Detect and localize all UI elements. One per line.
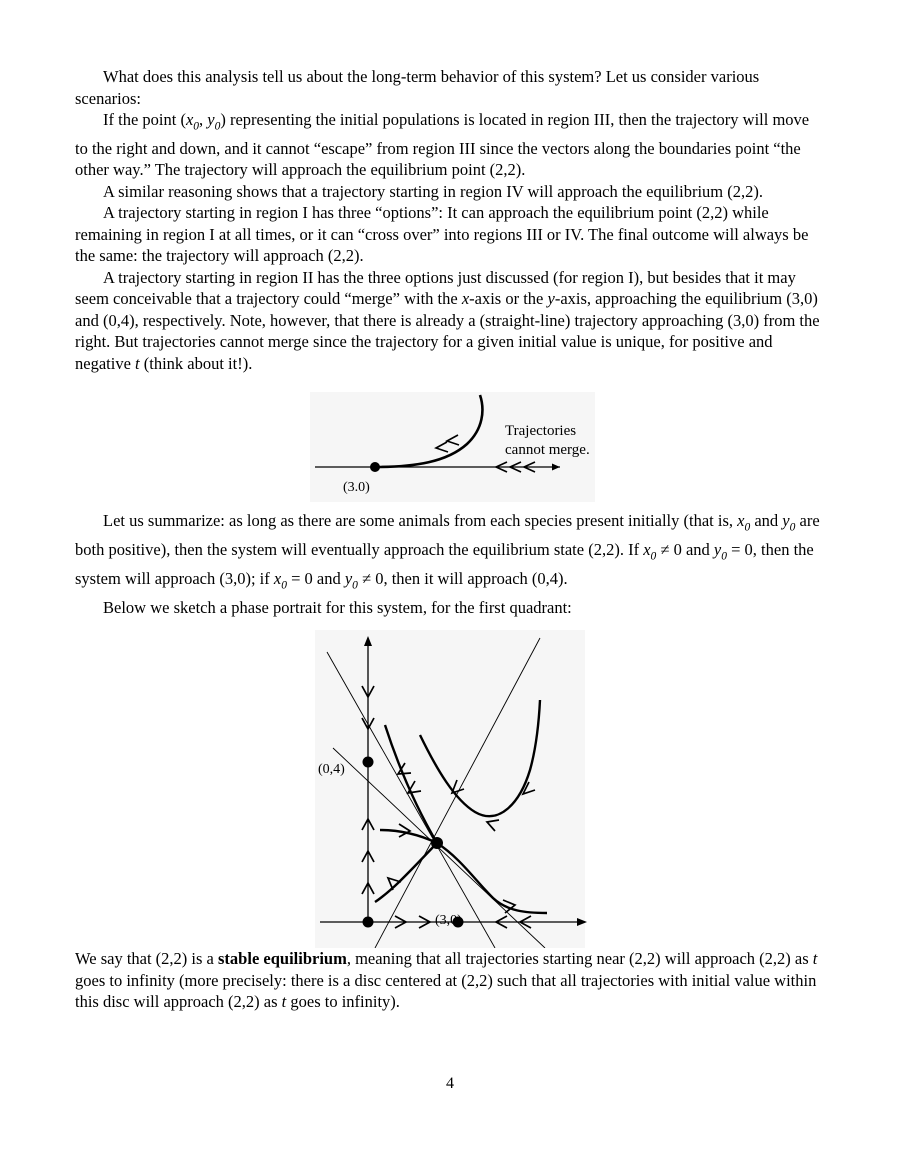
- figure-1-point-label: (3.0): [343, 480, 370, 496]
- figure-2-graphic: [75, 630, 825, 948]
- paragraph-4: A trajectory starting in region I has three “options”: It can approach the equilibrium point (2,2) while remaining in region I at all times, or it can “cross over” into regions III or IV. The final outcome will always be the same: the trajectory will approach (2,2).: [75, 203, 809, 266]
- document-body: [75, 66, 825, 1013]
- paragraph-6: Let us summarize: as long as there are some animals from each species present initially (that is, $x_0$ and $y_0$ are both positive), then the system will eventually approach the equilibrium state (2,2). If $x_0 \ne 0$ and $y_0 = 0$, then the system will approach (3,0); if $x_0 = 0$ and $y_0 \ne 0$, then it will approach (0,4).: [75, 511, 820, 592]
- figure-2-label-y-intercept: (0,4): [318, 762, 345, 778]
- paragraph-5: A trajectory starting in region II has the three options just discussed (for region I), but besides that it may seem conceivable that a trajectory could “merge” with the x-axis or the y-axis, approaching the equilibrium (3,0) and (0,4), respectively. Note, however, that there is already a (straight-line) trajectory approaching (3,0) from the right. But trajectories cannot merge since the trajectory for a given initial value is unique, for positive and negative t (think about it!).: [75, 267, 820, 373]
- figure-1-caption: [505, 422, 590, 460]
- stable-equilibrium-emphasis: stable equilibrium: [218, 949, 347, 969]
- figure-1-caption-line-1: Trajectories: [505, 423, 577, 440]
- paragraph-7: Below we sketch a phase portrait for this system, for the first quadrant:: [103, 597, 572, 617]
- paragraph-8: We say that (2,2) is a stable equilibrium, meaning that all trajectories starting near (2,2) will approach (2,2) as t goes to infinity (more precisely: there is a disc centered at (2,2) such that all trajectories with initial value within this disc will approach (2,2) as t goes to infinity).: [75, 949, 818, 1012]
- figure-phase-portrait: [75, 630, 825, 948]
- paragraph-1: What does this analysis tell us about the long-term behavior of this system? Let us consider various scenarios:: [75, 67, 760, 108]
- figure-1-graphic: [75, 392, 825, 510]
- page-number: 4: [446, 1075, 454, 1092]
- paragraph-2: If the point ($x_0$, $y_0$) representing the initial populations is located in region III, then the trajectory will move to the right and down, and it cannot “escape” from region III since the vectors along the boundaries point “the other way.” The trajectory will approach the equilibrium point (2,2).: [75, 110, 810, 180]
- figure-1-caption-line-2: cannot merge.: [505, 442, 590, 459]
- figure-2-label-x-intercept: (3,0): [435, 913, 462, 929]
- figure-trajectories-cannot-merge: [75, 392, 825, 510]
- paragraph-3: A similar reasoning shows that a trajectory starting in region IV will approach the equilibrium (2,2).: [103, 181, 763, 201]
